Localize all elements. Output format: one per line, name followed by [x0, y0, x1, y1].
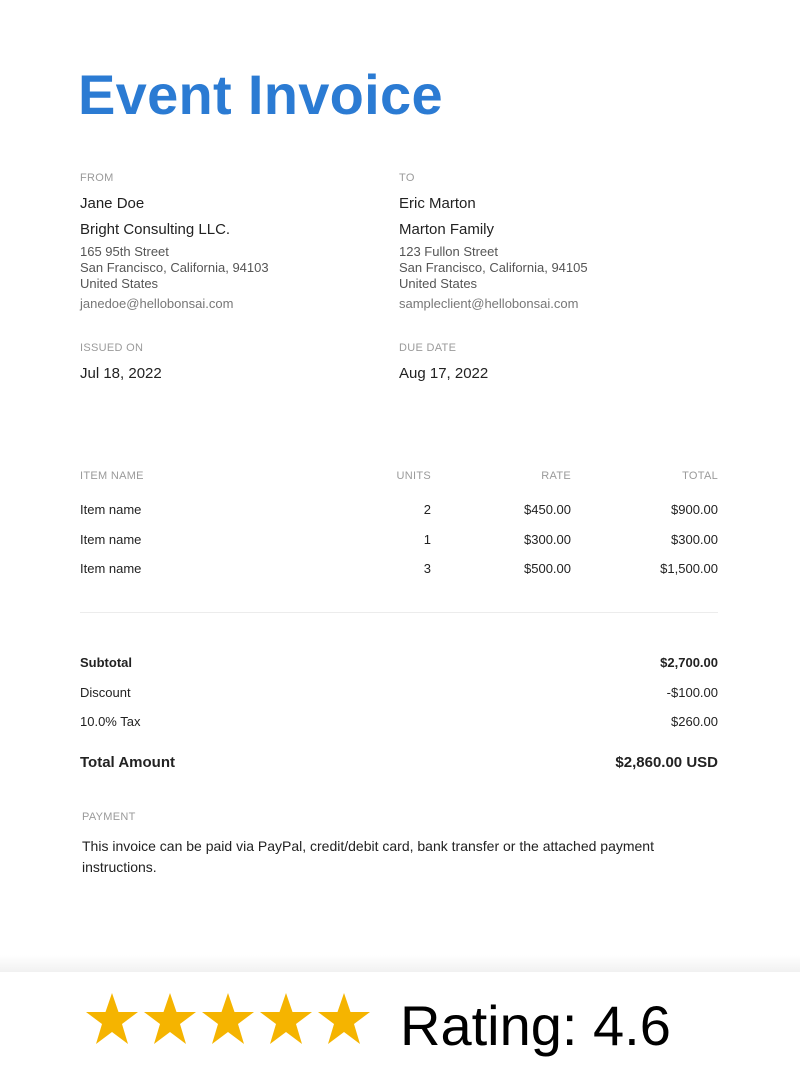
to-country: United States — [399, 276, 478, 291]
item-units: 1 — [423, 532, 431, 547]
from-email[interactable]: janedoe@hellobonsai.com — [80, 296, 234, 311]
from-name: Jane Doe — [80, 195, 145, 212]
from-company: Bright Consulting LLC. — [80, 221, 231, 238]
rating-text: Rating: 4.6 — [400, 994, 671, 1057]
issued-date: Jul 18, 2022 — [80, 365, 162, 382]
to-name: Eric Marton — [399, 195, 476, 212]
item-name: Item name — [80, 561, 142, 576]
star-icon — [143, 990, 197, 1056]
from-label: FROM — [80, 172, 114, 184]
item-rate: $450.00 — [524, 502, 571, 517]
payment-label: PAYMENT — [82, 811, 136, 823]
payment-instructions: This invoice can be paid via PayPal, credit/debit card, bank transfer or the attached payment instructions. — [82, 838, 654, 875]
item-total: $300.00 — [671, 532, 718, 547]
table-divider — [80, 612, 718, 613]
from-country: United States — [80, 276, 159, 291]
invoice-title: Event Invoice — [78, 63, 443, 126]
star-icon — [201, 990, 255, 1056]
from-street: 165 95th Street — [80, 244, 169, 259]
item-rate: $500.00 — [524, 561, 571, 576]
issued-label: ISSUED ON — [80, 342, 144, 354]
rating-stars — [85, 990, 371, 1056]
subtotal-row — [80, 655, 718, 675]
col-header-units: UNITS — [396, 470, 431, 482]
to-email[interactable]: sampleclient@hellobonsai.com — [399, 296, 579, 311]
col-header-rate: RATE — [541, 470, 571, 482]
item-total: $900.00 — [671, 502, 718, 517]
subtotal-value: $2,700.00 — [660, 655, 718, 670]
item-total: $1,500.00 — [660, 561, 718, 576]
item-units: 2 — [423, 502, 431, 517]
to-label: TO — [399, 172, 415, 184]
table-row — [80, 561, 718, 581]
star-icon — [85, 990, 139, 1056]
star-icon — [259, 990, 313, 1056]
item-name: Item name — [80, 502, 142, 517]
discount-label: Discount — [80, 685, 131, 700]
item-units: 3 — [423, 561, 431, 576]
total-value: $2,860.00 USD — [615, 754, 718, 771]
total-row — [80, 754, 718, 774]
discount-value: -$100.00 — [666, 685, 718, 700]
tax-label: 10.0% Tax — [80, 714, 141, 729]
discount-row — [80, 685, 718, 705]
col-header-total: TOTAL — [682, 470, 718, 482]
star-icon — [317, 990, 371, 1056]
table-row — [80, 502, 718, 522]
to-company: Marton Family — [399, 221, 495, 238]
from-city: San Francisco, California, 94103 — [80, 260, 269, 275]
footer-shadow — [0, 955, 800, 973]
due-label: DUE DATE — [399, 342, 457, 354]
to-city: San Francisco, California, 94105 — [399, 260, 588, 275]
subtotal-label: Subtotal — [80, 655, 132, 670]
table-row — [80, 532, 718, 552]
tax-value: $260.00 — [671, 714, 718, 729]
tax-row — [80, 714, 718, 734]
item-rate: $300.00 — [524, 532, 571, 547]
to-street: 123 Fullon Street — [399, 244, 499, 259]
due-date: Aug 17, 2022 — [399, 365, 489, 382]
item-name: Item name — [80, 532, 142, 547]
total-label: Total Amount — [80, 754, 175, 771]
col-header-item-name: ITEM NAME — [80, 470, 144, 482]
